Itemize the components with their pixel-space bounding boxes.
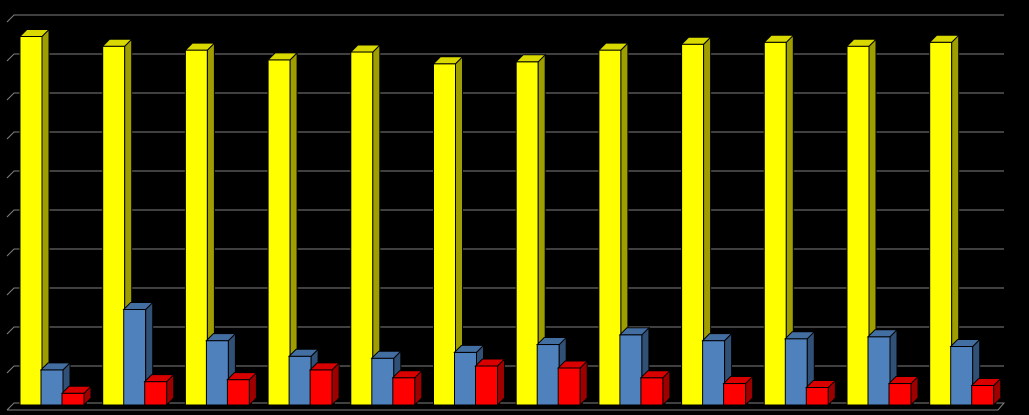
bar-front [558,368,580,405]
bar-front [806,387,828,405]
bar-front [227,380,249,405]
bar-front [703,341,725,405]
bar-front [620,335,642,405]
bar-front [847,46,869,405]
bar-side [42,29,49,405]
bar-front [434,64,456,405]
bar [310,363,339,405]
bar-front [537,345,559,405]
bar [393,371,422,405]
bar [558,361,587,405]
bar-front [41,370,63,405]
bar [806,380,835,405]
bar-front [889,384,911,405]
bar-front [455,352,477,405]
bar [351,45,380,405]
bar-front [372,358,394,405]
bar-front [516,62,538,405]
bar-front [868,337,890,405]
bar-front [785,339,807,405]
bar [641,371,670,405]
bar [227,373,256,405]
bar [145,375,174,405]
bar-front [103,46,125,405]
bar-front [268,60,290,405]
bar [889,377,918,405]
bar [972,379,1001,406]
bar-front [641,378,663,405]
bar-front [124,309,146,405]
bar-front [289,356,311,405]
bar-front [476,366,498,405]
bar [476,359,505,405]
bar-front [724,384,746,405]
bar-front [682,44,704,405]
bar-front [393,378,415,405]
bar-front [206,341,228,405]
bar-front [599,50,621,405]
bar-front [930,42,952,405]
bar-front [20,36,42,405]
bar-front [145,382,167,405]
bar-front [351,52,373,405]
bars [20,29,1001,405]
bar [20,29,49,405]
bar-front [972,386,994,406]
bar [62,386,91,405]
gridline [7,15,1004,22]
bar-side [498,359,505,405]
bar-front [310,370,332,405]
bar-front [951,347,973,406]
bar-front [62,393,84,405]
bar-front [185,50,207,405]
bar-front [764,42,786,405]
bar [724,377,753,405]
